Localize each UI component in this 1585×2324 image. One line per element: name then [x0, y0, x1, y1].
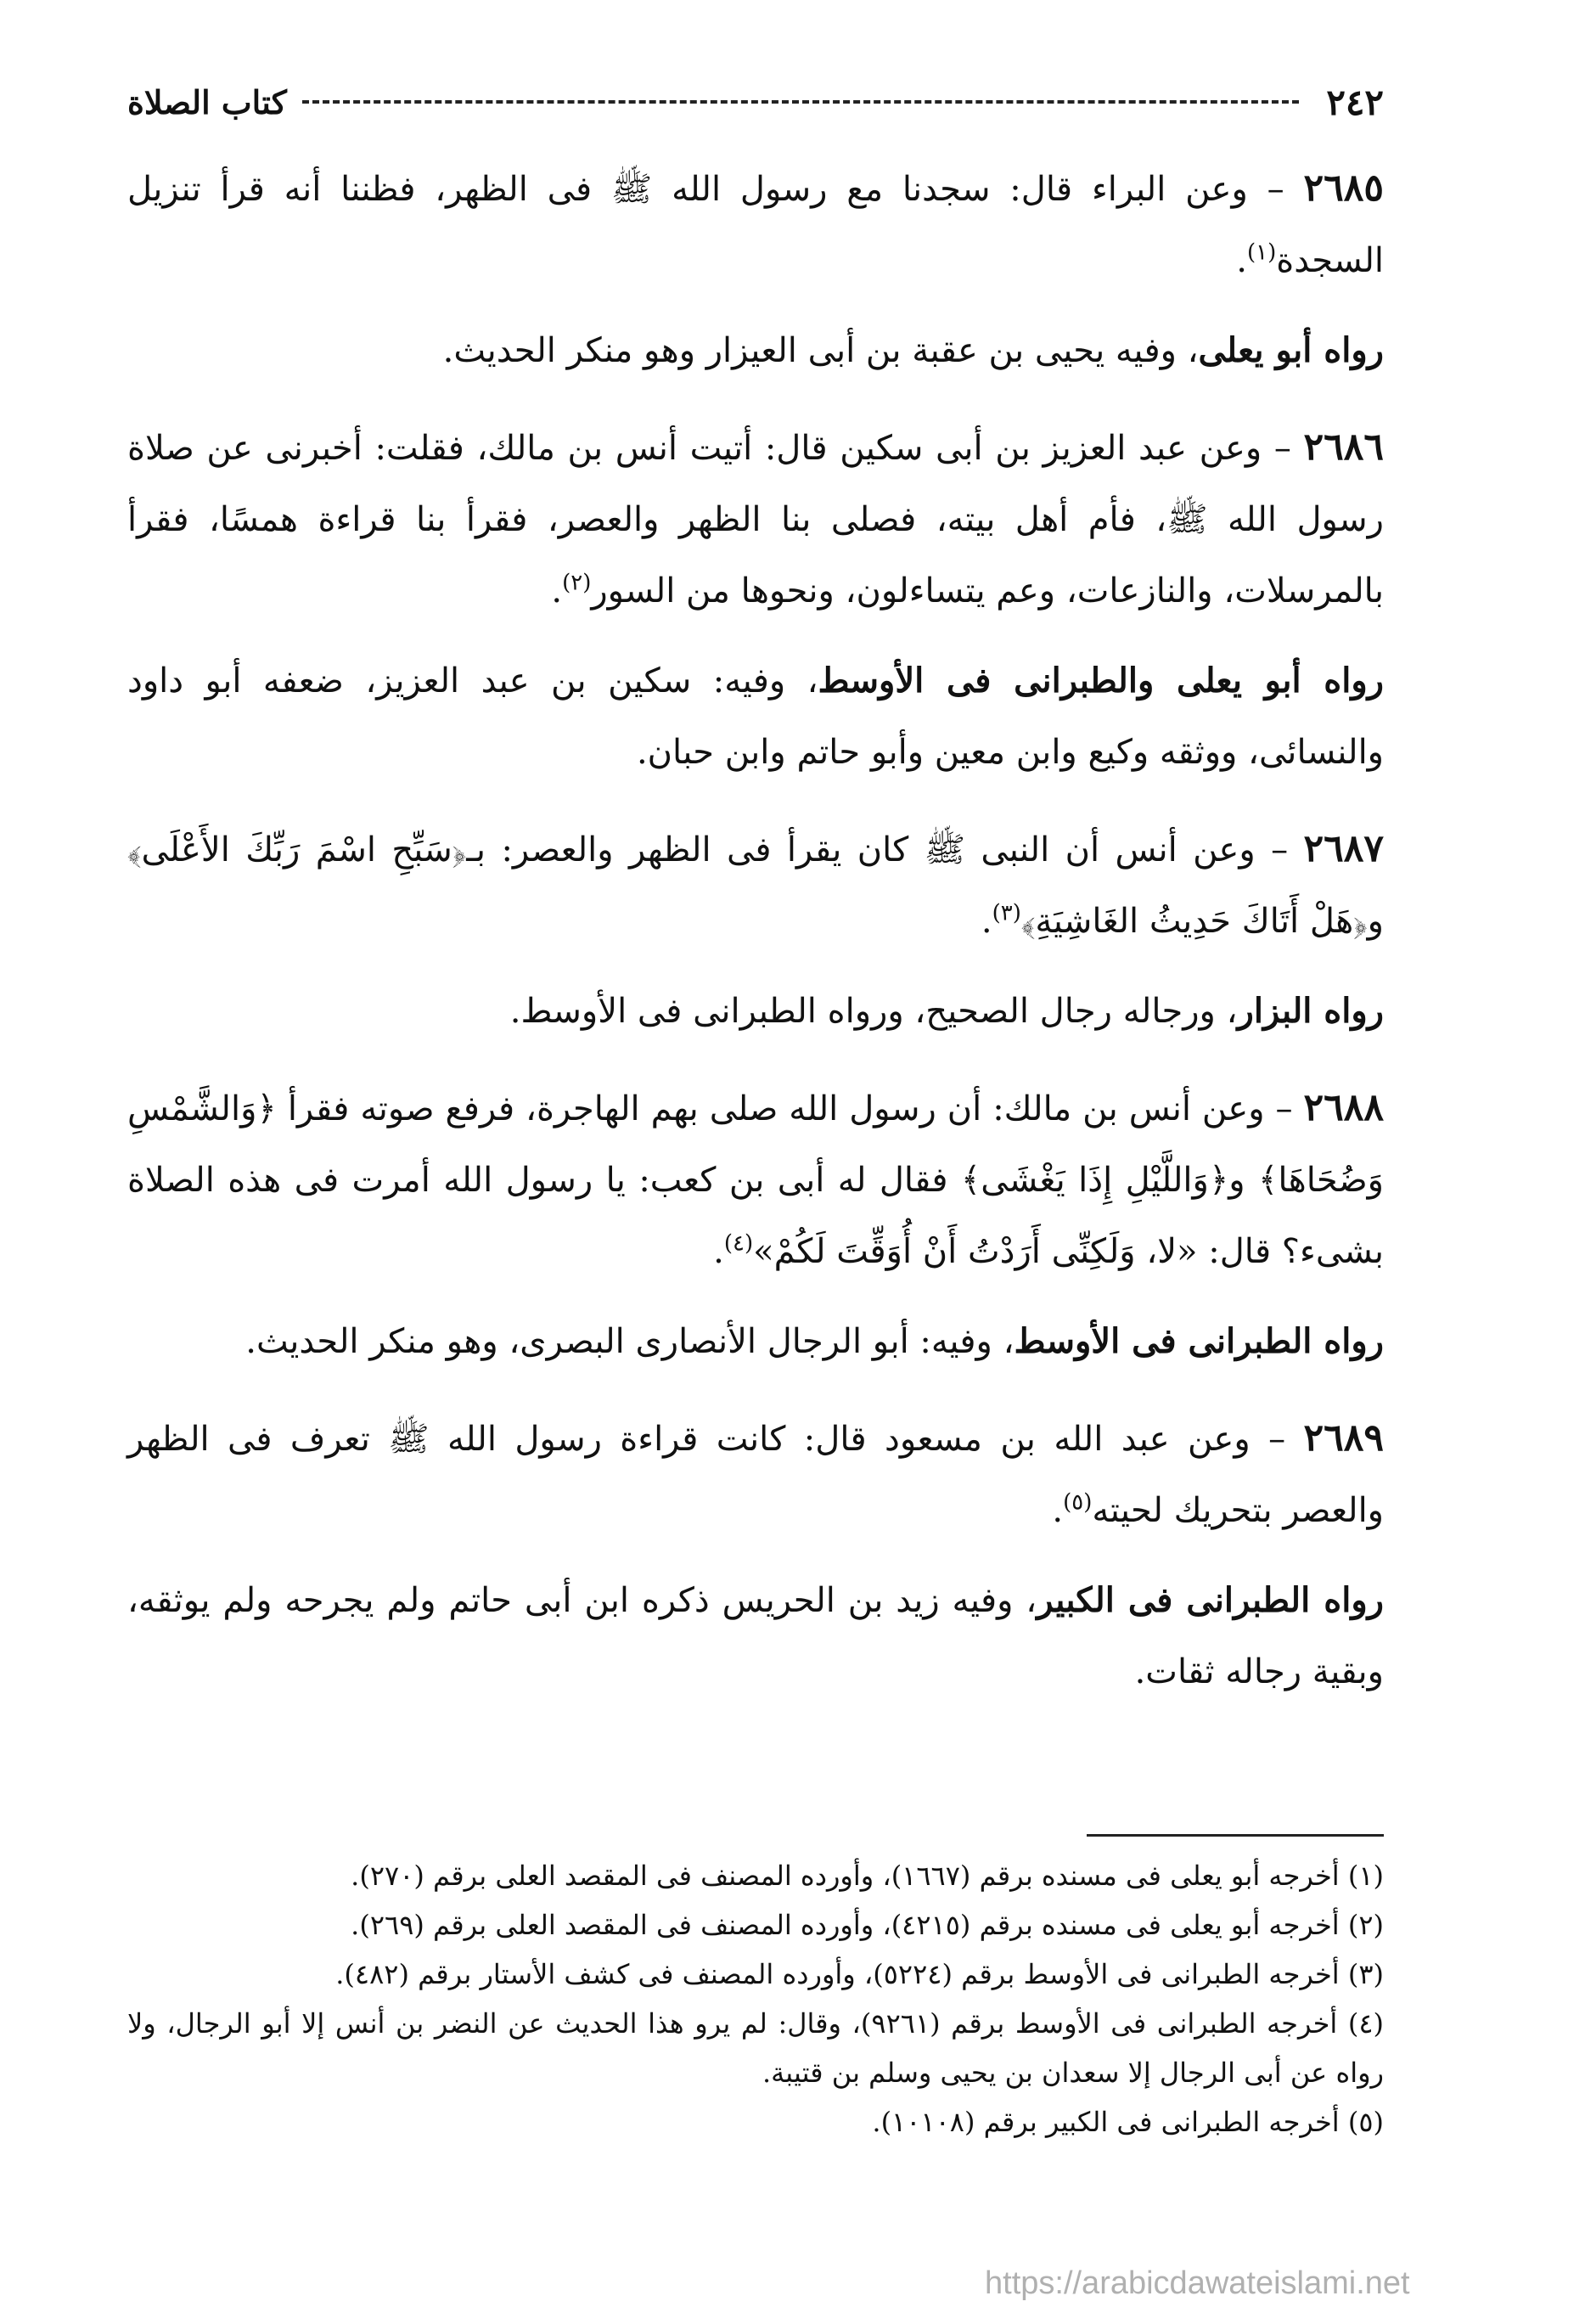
- source-text: ، وفيه زيد بن الحريس ذكره ابن أبى حاتم ولم يجرحه ولم يوثقه، وبقية رجاله ثقات.: [127, 1581, 1384, 1691]
- footnote: (٢) أخرجه أبو يعلى فى مسنده برقم (٤٢١٥)، وأورده المصنف فى المقصد العلى برقم (٢٦٩).: [351, 1909, 1384, 1941]
- hadith-entry: [127, 153, 1384, 296]
- source-lead: رواه الطبرانى فى الأوسط: [1014, 1321, 1384, 1361]
- source-note: [127, 976, 1384, 1047]
- hadith-tail: .: [1236, 241, 1247, 280]
- source-text: ، وفيه يحيى بن عقبة بن أبى العيزار وهو منكر الحديث.: [442, 331, 1199, 370]
- hadith-number: ٢٦٨٨: [1303, 1086, 1384, 1129]
- footnote-ref: (١): [1246, 239, 1277, 266]
- footnote: (٥) أخرجه الطبرانى فى الكبير برقم (١٠١٠٨).: [872, 2106, 1384, 2138]
- footnote-separator: [1087, 1834, 1384, 1837]
- footnote: (١) أخرجه أبو يعلى فى مسنده برقم (١٦٦٧)، وأورده المصنف فى المقصد العلى برقم (٢٧٠).: [351, 1860, 1384, 1892]
- hadith-text: – وعن البراء قال: سجدنا مع رسول الله ﷺ فى الظهر، فظننا أنه قرأ تنزيل السجدة: [127, 170, 1384, 280]
- hadith-entry: [127, 1072, 1384, 1287]
- hadith-text: – وعن أنس أن النبى ﷺ كان يقرأ فى الظهر والعصر: بـ﴿سَبِّحِ اسْمَ رَبِّكَ الأَعْلَى﴾ و﴿هَلْ أَتَاكَ حَدِيثُ الغَاشِيَةِ﴾: [127, 830, 1384, 941]
- source-lead: رواه أبو يعلى والطبرانى فى الأوسط: [818, 661, 1384, 701]
- hadith-number: ٢٦٨٧: [1303, 827, 1384, 870]
- hadith-tail: .: [1052, 1491, 1064, 1530]
- running-header: [127, 76, 1384, 127]
- hadith-text: – وعن عبد العزيز بن أبى سكين قال: أتيت أنس بن مالك، فقلت: أخبرنى عن صلاة رسول الله ﷺ، فأم أهل بيته، فصلى بنا الظهر والعصر، فقرأ بنا قراءة همسًا، فقرأ بالمرسلات، والنازعات، وعم يتساءلون، ونحوها من السور: [127, 429, 1384, 611]
- header-dashed-rule: [302, 100, 1300, 104]
- source-lead: رواه الطبرانى فى الكبير: [1037, 1580, 1384, 1620]
- watermark-url: https://arabicdawateislami.net: [985, 2265, 1410, 2301]
- source-note: [127, 645, 1384, 788]
- hadith-tail: .: [551, 571, 563, 611]
- hadith-tail: .: [981, 902, 992, 941]
- book-title: كتاب الصلاة: [127, 82, 287, 121]
- source-lead: رواه أبو يعلى: [1198, 330, 1384, 370]
- hadith-number: ٢٦٨٥: [1303, 166, 1384, 210]
- source-text: ، وفيه: أبو الرجال الأنصارى البصرى، وهو منكر الحديث.: [245, 1322, 1015, 1361]
- source-note: [127, 315, 1384, 386]
- hadith-entry: [127, 813, 1384, 957]
- book-page: [127, 76, 1384, 2284]
- footnote-ref: (٥): [1063, 1489, 1093, 1516]
- footnote-ref: (٢): [562, 570, 592, 596]
- source-note: [127, 1565, 1384, 1708]
- page-number: ٢٤٢: [1326, 81, 1384, 123]
- hadith-text: – وعن أنس بن مالك: أن رسول الله صلى بهم الهاجرة، فرفع صوته فقرأ ﴿وَالشَّمْسِ وَضُحَاهَا﴾ و﴿وَاللَّيْلِ إِذَا يَغْشَى﴾ فقال له أبى بن كعب: يا رسول الله أمرت فى هذه الصلاة بشىء؟ قال: «لا، وَلَكِنِّى أَرَدْتُ أَنْ أُوَقِّتَ لَكُمْ»: [127, 1089, 1384, 1271]
- footnote: (٤) أخرجه الطبرانى فى الأوسط برقم (٩٢٦١)، وقال: لم يرو هذا الحديث عن النضر بن أنس إلا أبو الرجال، ولا رواه عن أبى الرجال إلا سعدان بن يحيى وسلم بن قتيبة.: [127, 2007, 1385, 2089]
- source-text: ، ورجاله رجال الصحيح، ورواه الطبرانى فى الأوسط.: [509, 992, 1238, 1031]
- hadith-tail: .: [713, 1232, 724, 1271]
- hadith-number: ٢٦٨٦: [1303, 425, 1384, 469]
- footnotes: [127, 1851, 1384, 2147]
- source-lead: رواه البزار: [1237, 991, 1384, 1031]
- source-note: [127, 1306, 1384, 1377]
- hadith-entry: [127, 1403, 1384, 1546]
- source-text: ، وفيه: سكين بن عبد العزيز، ضعفه أبو داود والنسائى، ووثقه وكيع وابن معين وأبو حاتم وابن حبان.: [127, 661, 1384, 772]
- hadith-text: – وعن عبد الله بن مسعود قال: كانت قراءة رسول الله ﷺ تعرف فى الظهر والعصر بتحريك لحيته: [127, 1420, 1384, 1530]
- footnote-ref: (٣): [992, 900, 1021, 926]
- footnote: (٣) أخرجه الطبرانى فى الأوسط برقم (٥٢٢٤)، وأورده المصنف فى كشف الأستار برقم (٤٨٢).: [335, 1958, 1384, 1990]
- hadith-number: ٢٦٨٩: [1303, 1416, 1384, 1460]
- hadith-entry: [127, 412, 1384, 627]
- footnote-ref: (٤): [723, 1230, 754, 1257]
